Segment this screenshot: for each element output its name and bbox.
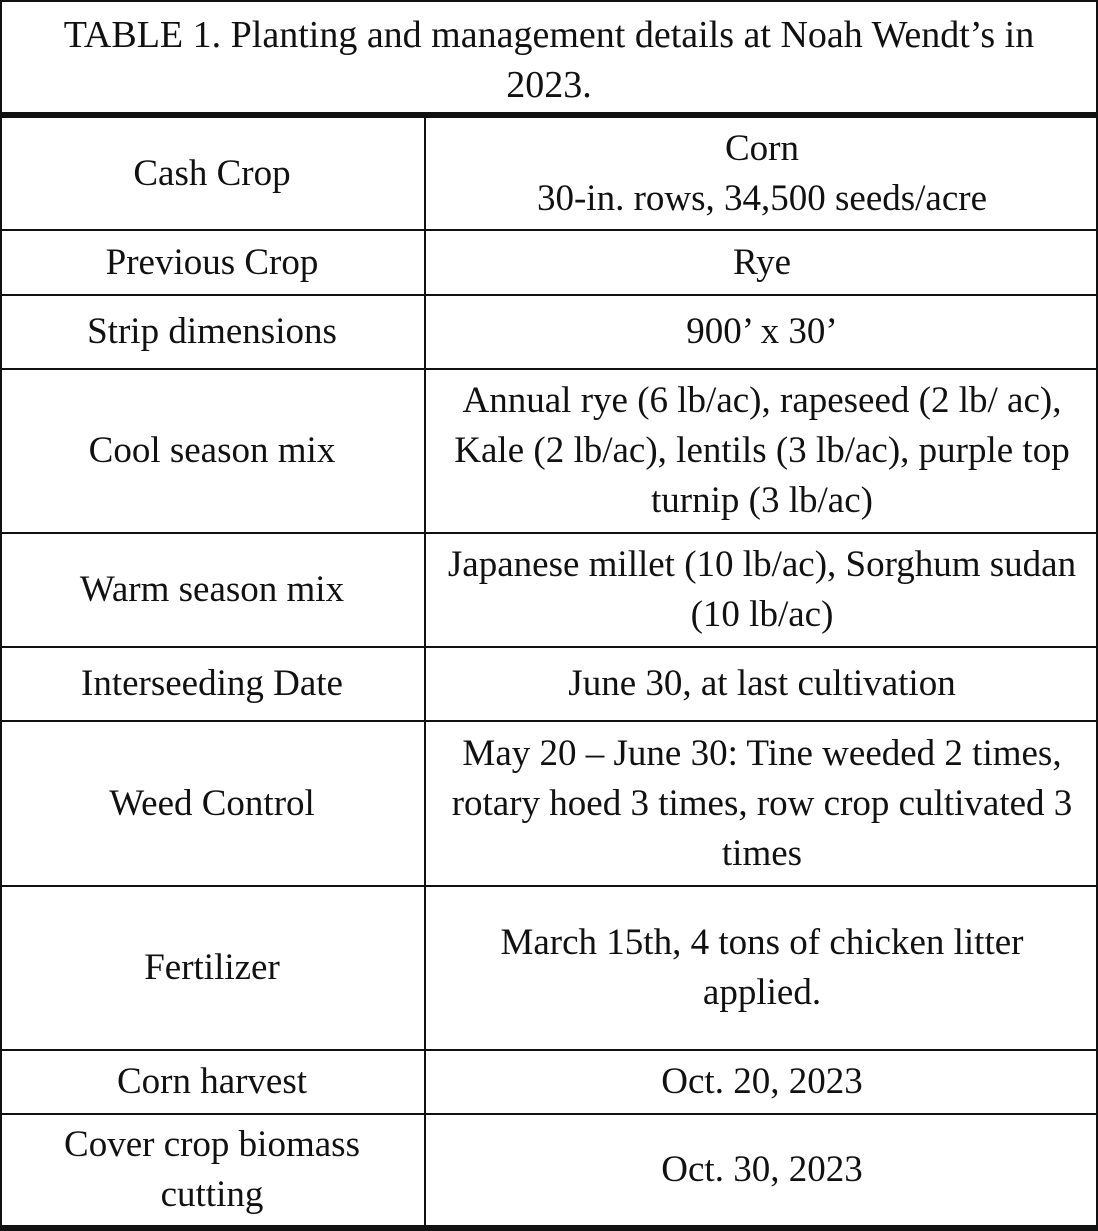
row-label: Strip dimensions bbox=[0, 295, 425, 369]
row-value: Oct. 30, 2023 bbox=[425, 1114, 1098, 1225]
row-value: Oct. 20, 2023 bbox=[425, 1050, 1098, 1114]
row-label: Cover crop biomass cutting bbox=[0, 1114, 425, 1225]
table-row bbox=[0, 533, 1098, 647]
table-row bbox=[0, 118, 1098, 230]
row-value: 900’ x 30’ bbox=[425, 295, 1098, 369]
row-value-line: 30-in. rows, 34,500 seeds/acre bbox=[536, 177, 988, 219]
table-row bbox=[0, 1050, 1098, 1114]
table-row bbox=[0, 886, 1098, 1050]
row-label: Corn harvest bbox=[0, 1050, 425, 1114]
table-row bbox=[0, 369, 1098, 533]
row-value: Annual rye (6 lb/ac), rapeseed (2 lb/ ac), Kale (2 lb/ac), lentils (3 lb/ac), purple top turnip (3 lb/ac) bbox=[425, 369, 1098, 533]
row-label: Cool season mix bbox=[0, 369, 425, 533]
row-value: June 30, at last cultivation bbox=[425, 647, 1098, 721]
row-value-line: Corn bbox=[725, 127, 799, 169]
row-value: May 20 – June 30: Tine weeded 2 times, rotary hoed 3 times, row crop cultivated 3 times bbox=[425, 721, 1098, 886]
table-row bbox=[0, 1114, 1098, 1225]
management-table bbox=[0, 118, 1098, 1225]
row-value bbox=[425, 118, 1098, 230]
row-label: Weed Control bbox=[0, 721, 425, 886]
row-value: March 15th, 4 tons of chicken litter applied. bbox=[425, 886, 1098, 1050]
table-row bbox=[0, 647, 1098, 721]
table-bottom-rule bbox=[0, 1225, 1098, 1231]
table-caption: TABLE 1. Planting and management details at Noah Wendt’s in 2023. bbox=[0, 0, 1098, 112]
row-label: Interseeding Date bbox=[0, 647, 425, 721]
table-row bbox=[0, 295, 1098, 369]
row-value: Rye bbox=[425, 230, 1098, 295]
row-label: Cash Crop bbox=[0, 118, 425, 230]
row-label: Warm season mix bbox=[0, 533, 425, 647]
row-label: Previous Crop bbox=[0, 230, 425, 295]
row-value: Japanese millet (10 lb/ac), Sorghum sudan (10 lb/ac) bbox=[425, 533, 1098, 647]
table-row bbox=[0, 230, 1098, 295]
table-row bbox=[0, 721, 1098, 886]
row-label: Fertilizer bbox=[0, 886, 425, 1050]
